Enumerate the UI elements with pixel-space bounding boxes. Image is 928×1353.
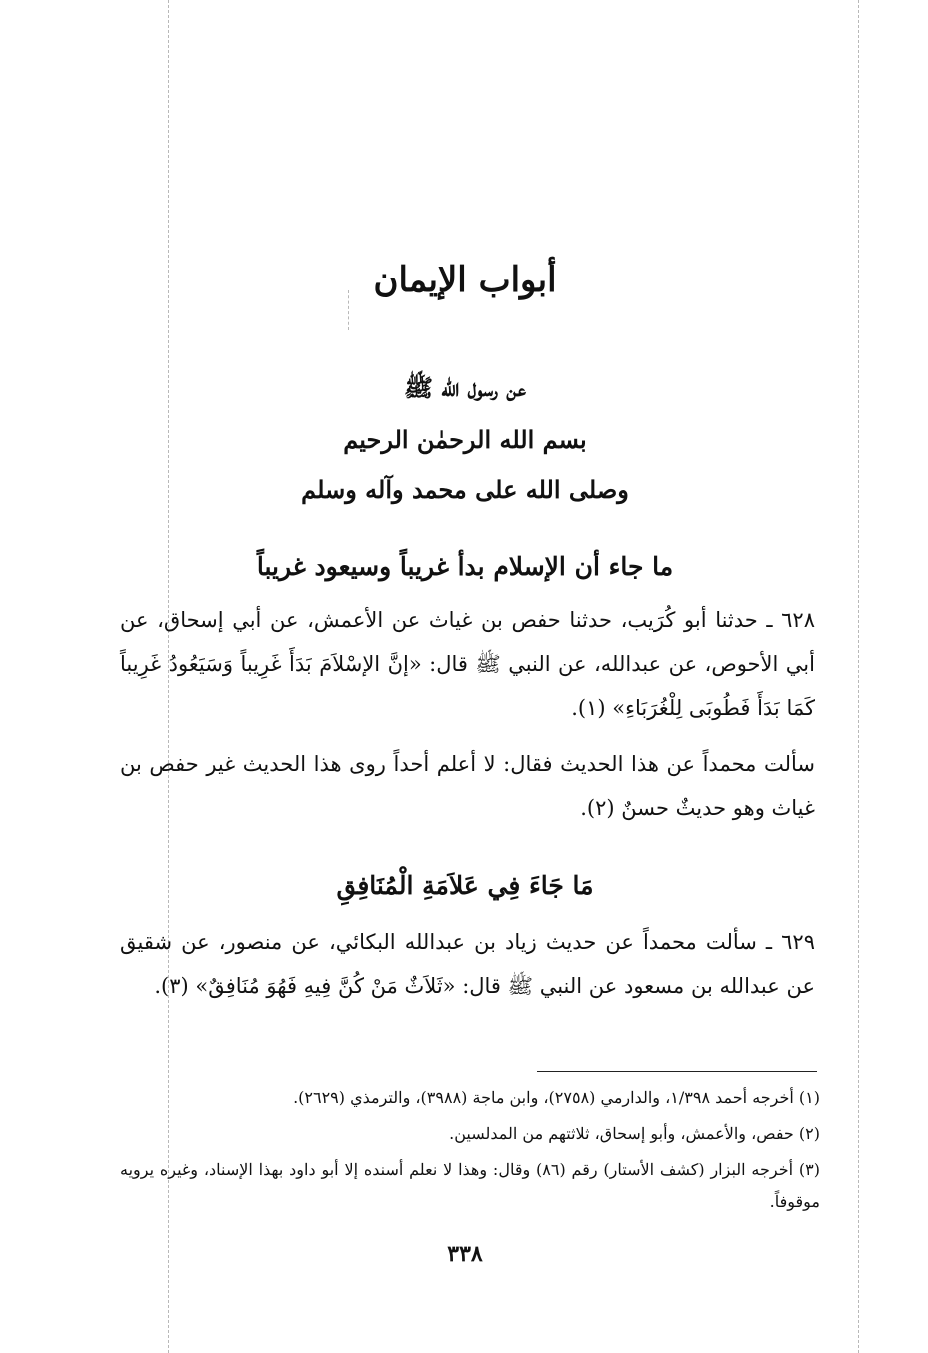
page-number: ٣٣٨ — [447, 1241, 483, 1267]
footnote-2: (٢) حفص، والأعمش، وأبو إسحاق، ثلاثتهم من المدلسين. — [449, 1124, 820, 1143]
subtitle-line-3: وصلى الله على محمد وآله وسلم — [301, 475, 629, 504]
footnote-separator — [537, 1071, 817, 1072]
footnote-3: (٣) أخرجه البزار (كشف الأستار) رقم (٨٦) وقال: وهذا لا نعلم أسنده إلا أبو داود بهذا الإسناد، وغيره يرويه موقوفاً. — [120, 1160, 820, 1211]
subtitle-line-2: بسم الله الرحمٰن الرحيم — [343, 425, 587, 454]
main-title: أبواب الإيمان — [373, 260, 557, 300]
subtitle-line-1: عن رسول الله ﷺ — [404, 373, 526, 402]
hadith-628: ٦٢٨ ـ حدثنا أبو كُرَيب، حدثنا حفص بن غياث عن الأعمش، عن أبي إسحاق، عن أبي الأحوص، عن عبدالله، عن النبي ﷺ قال: «إنَّ الإسْلاَمَ بَدَأَ غَرِيباً وَسَيَعُودُ غَرِيباً كَمَا بَدَأَ فَطُوبَى لِلْغُرَبَاءِ» (١). — [120, 608, 815, 720]
hadith-628-comment: سألت محمداً عن هذا الحديث فقال: لا أعلم أحداً روى هذا الحديث غير حفص بن غياث وهو حديثٌ حسنٌ (٢). — [120, 752, 815, 820]
scan-mark-right — [858, 0, 859, 1353]
section-title-1: ما جاء أن الإسلام بدأ غريباً وسيعود غريباً — [256, 552, 674, 581]
hadith-629: ٦٢٩ ـ سألت محمداً عن حديث زياد بن عبدالله البكائي، عن منصور، عن شقيق عن عبدالله بن مسعود عن النبي ﷺ قال: «ثَلاَثٌ مَنْ كُنَّ فِيهِ فَهُوَ مُنَافِقٌ» (٣). — [120, 930, 815, 998]
footnote-1: (١) أخرجه أحمد ١/٣٩٨، والدارمي (٢٧٥٨)، وابن ماجة (٣٩٨٨)، والترمذي (٢٦٢٩). — [293, 1088, 820, 1107]
section-title-2: مَا جَاءَ فِي عَلاَمَةِ الْمُنَافِقِ — [336, 871, 594, 900]
